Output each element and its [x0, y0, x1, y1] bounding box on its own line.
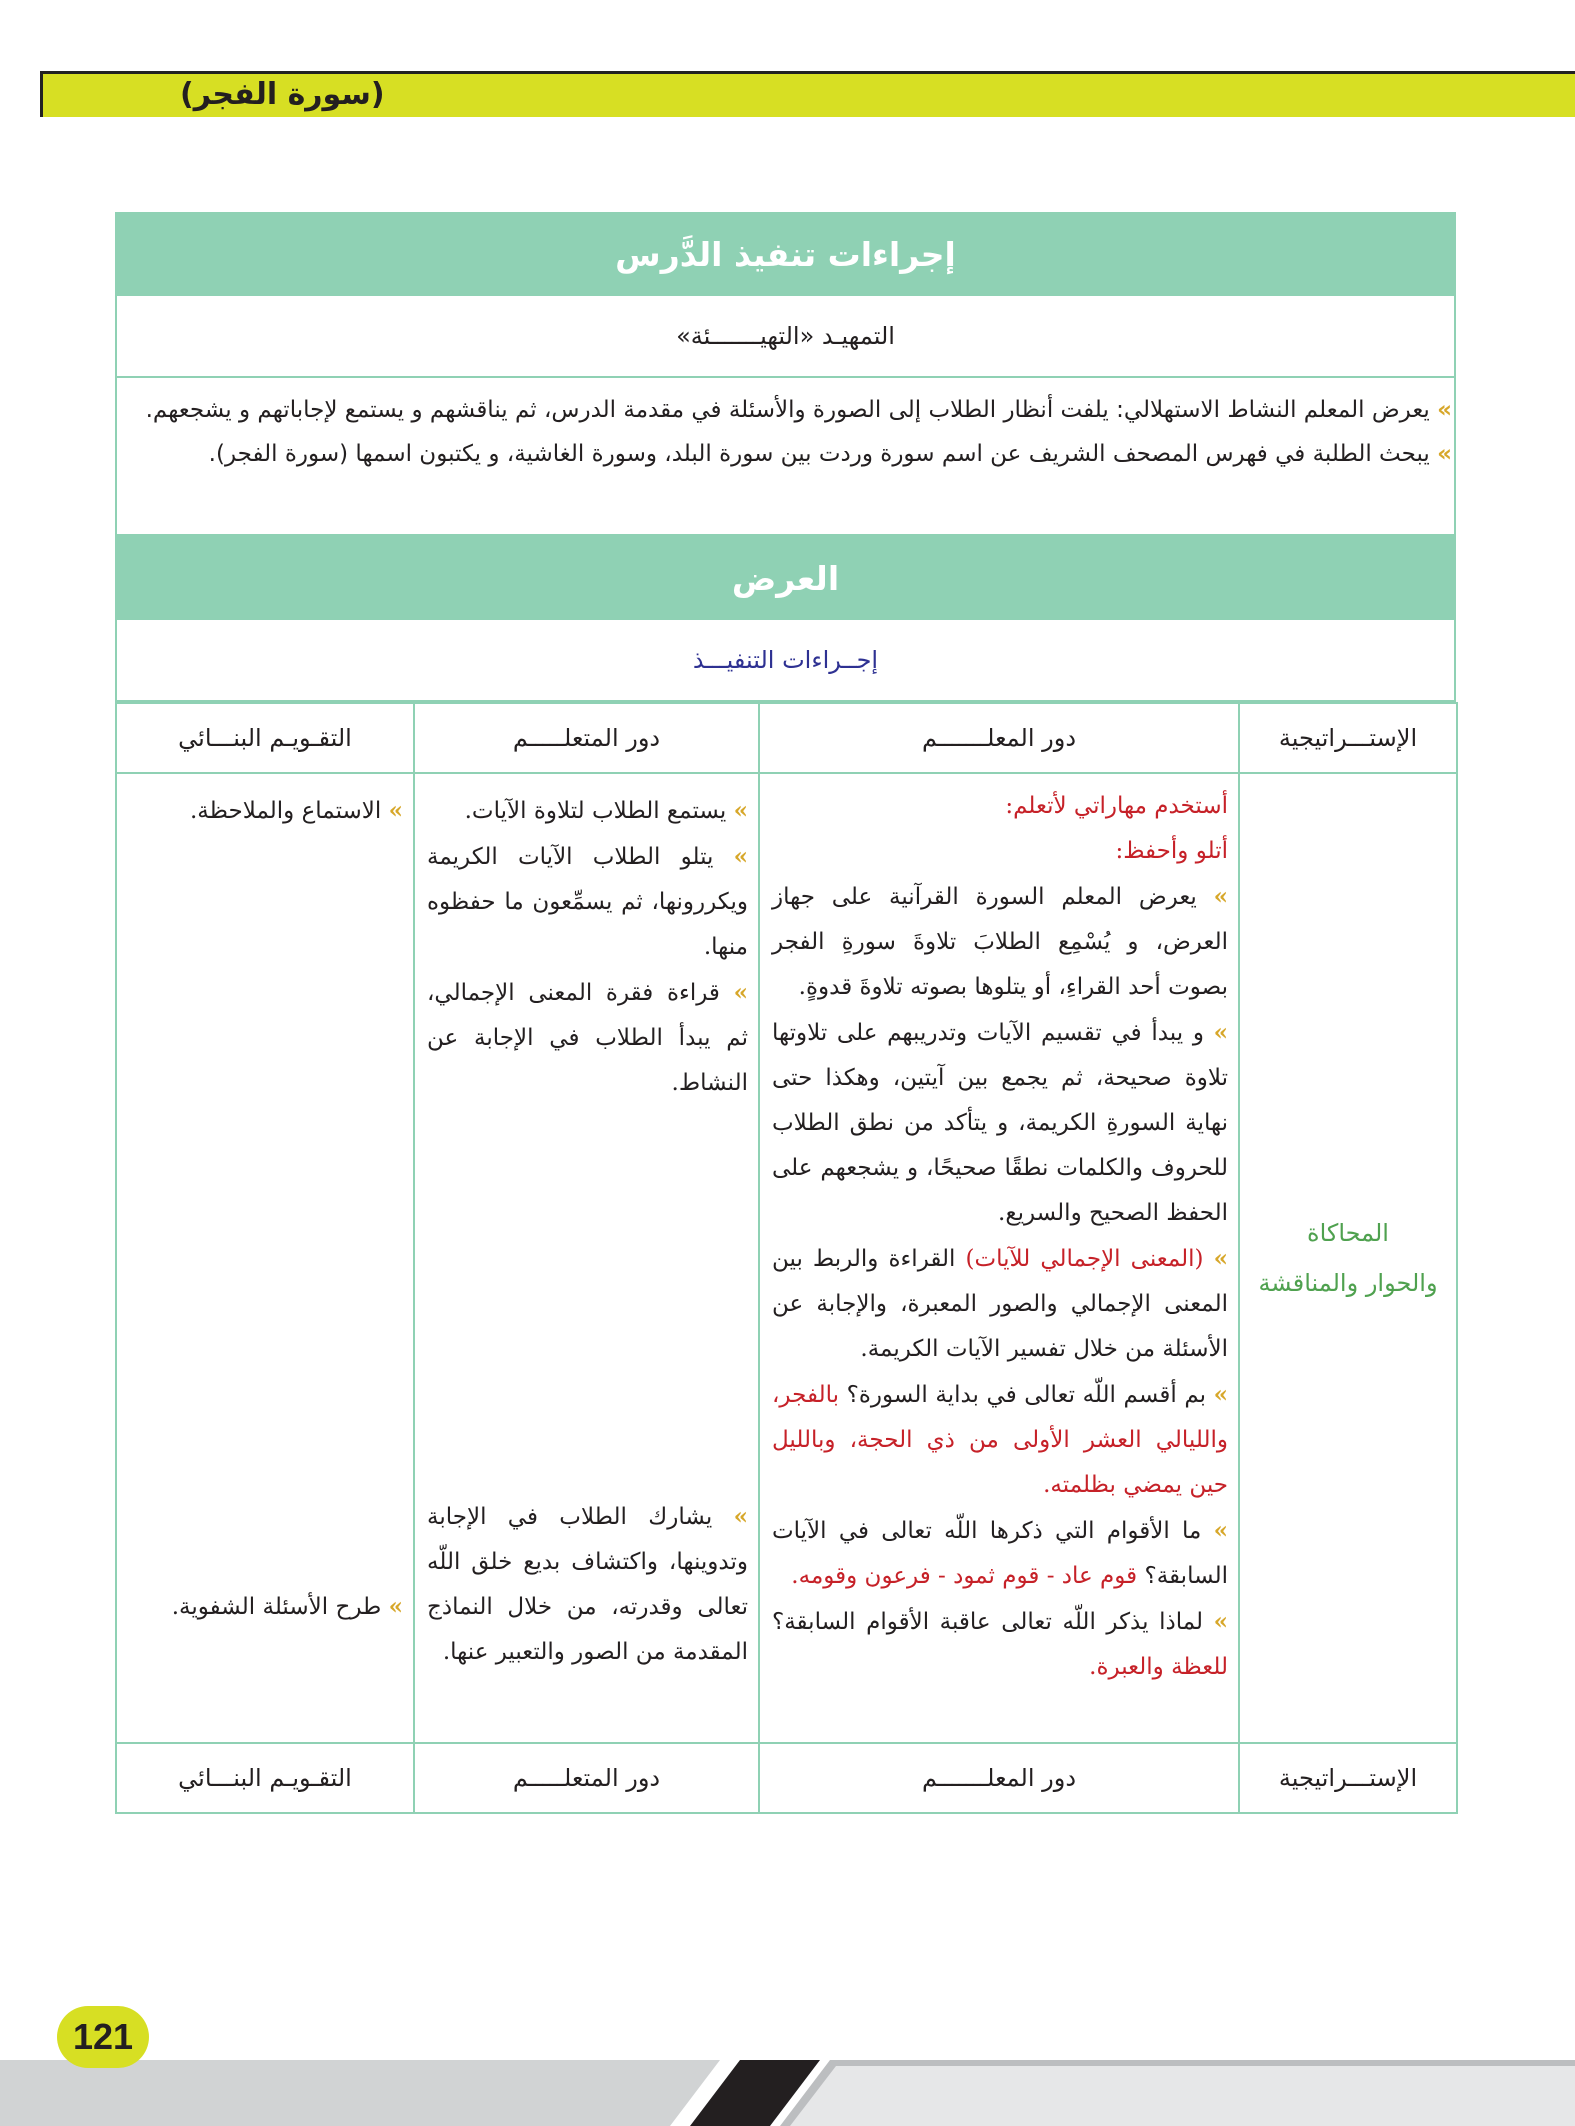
- col-teacher-role: دور المعلـــــــم: [759, 1743, 1239, 1813]
- presentation-subtitle: إجــراءات التنفيـــذ: [115, 620, 1456, 702]
- table-footer-row: [116, 1743, 1457, 1813]
- table-header-row: [116, 703, 1457, 773]
- assessment-point: » طرح الأسئلة الشفوية.: [171, 1593, 403, 1620]
- col-strategy: الإستـــراتيجية: [1239, 703, 1457, 773]
- col-strategy: الإستـــراتيجية: [1239, 1743, 1457, 1813]
- col-learner-role: دور المتعلـــــم: [414, 703, 759, 773]
- teacher-point: » يعرض المعلم السورة القرآنية على جهاز العرض، و يُسْمِع الطلابَ تلاوةَ سورةِ الفجر بصوت أحد القراءِ، أو يتلوها بصوته تلاوةَ قدوةٍ.: [772, 883, 1228, 1000]
- learner-point: » قراءة فقرة المعنى الإجمالي، ثم يبدأ الطلاب في الإجابة عن النشاط.: [427, 979, 749, 1096]
- learner-role-cell: [414, 773, 759, 1743]
- col-teacher-role: دور المعلـــــــم: [759, 703, 1239, 773]
- page-number: 121: [57, 2006, 149, 2068]
- strategy-cell: المحاكاة والحوار والمناقشة: [1239, 773, 1457, 1743]
- procedures-table: [115, 702, 1458, 1814]
- procedures-title: إجراءات تنفيذ الدَّرس: [115, 212, 1456, 296]
- teacher-point: » و يبدأ في تقسيم الآيات وتدريبهم على تلاوتها تلاوة صحيحة، ثم يجمع بين آيتين، وهكذا حتى نهاية السورةِ الكريمة، و يتأكد من نطق الطلاب للحروف والكلمات نطقًا صحيحًا، و يشجعهم على الحفظ الصحيح والسريع.: [772, 1019, 1228, 1226]
- teacher-question: » ما الأقوام التي ذكرها اللّه تعالى في الآيات السابقة؟ قوم عاد - قوم ثمود - فرعون وقومه.: [772, 1517, 1228, 1589]
- assessment-cell: [116, 773, 414, 1743]
- learner-point: » يستمع الطلاب لتلاوة الآيات.: [464, 797, 748, 824]
- surah-title: (سورة الفجر): [180, 77, 385, 112]
- assessment-point: » الاستماع والملاحظة.: [190, 797, 403, 824]
- intro-points: [115, 378, 1456, 536]
- teacher-point: » (المعنى الإجمالي للآيات) القراءة والربط بين المعنى الإجمالي والصور المعبرة، والإجابة عن الأسئلة من خلال تفسير الآيات الكريمة.: [772, 1245, 1228, 1362]
- teacher-role-cell: [759, 773, 1239, 1743]
- intro-title: التمهيـد «التهيـــــــئة»: [115, 296, 1456, 378]
- intro-point: » يعرض المعلم النشاط الاستهلالي: يلفت أنظار الطلاب إلى الصورة والأسئلة في مقدمة الدرس، ثم يناقشهم و يستمع لإجاباتهم و يشجعهم.: [145, 397, 1452, 423]
- skills-heading: أستخدم مهاراتي لأتعلم:: [1005, 793, 1228, 819]
- learner-point: » يتلو الطلاب الآيات الكريمة ويكررونها، ثم يسمِّعون ما حفظوه منها.: [427, 843, 748, 960]
- intro-point: » يبحث الطلبة في فهرس المصحف الشريف عن اسم سورة وردت بين سورة البلد، وسورة الغاشية، و يكتبون اسمها (سورة الفجر).: [208, 441, 1452, 467]
- col-assessment: التقـويـم البنـــائي: [116, 703, 414, 773]
- learner-point: » يشارك الطلاب في الإجابة وتدوينها، واكتشاف بديع خلق اللّه تعالى وقدرته، من خلال النماذج المقدمة من الصور والتعبير عنها.: [427, 1503, 748, 1665]
- col-learner-role: دور المتعلـــــم: [414, 1743, 759, 1813]
- col-assessment: التقـويـم البنـــائي: [116, 1743, 414, 1813]
- table-row: [116, 773, 1457, 1743]
- presentation-title: العرض: [115, 536, 1456, 620]
- bottom-decoration: [0, 2060, 1575, 2126]
- teacher-question: » بم أقسم اللّه تعالى في بداية السورة؟ بالفجر، والليالي العشر الأولى من ذي الحجة، وبالليل حين يمضي بظلمته.: [772, 1381, 1228, 1498]
- lesson-frame: [115, 212, 1456, 1814]
- recite-heading: أتلو وأحفظ:: [1115, 838, 1228, 864]
- teacher-question: » لماذا يذكر اللّه تعالى عاقبة الأقوام السابقة؟ للعظة والعبرة.: [772, 1608, 1228, 1680]
